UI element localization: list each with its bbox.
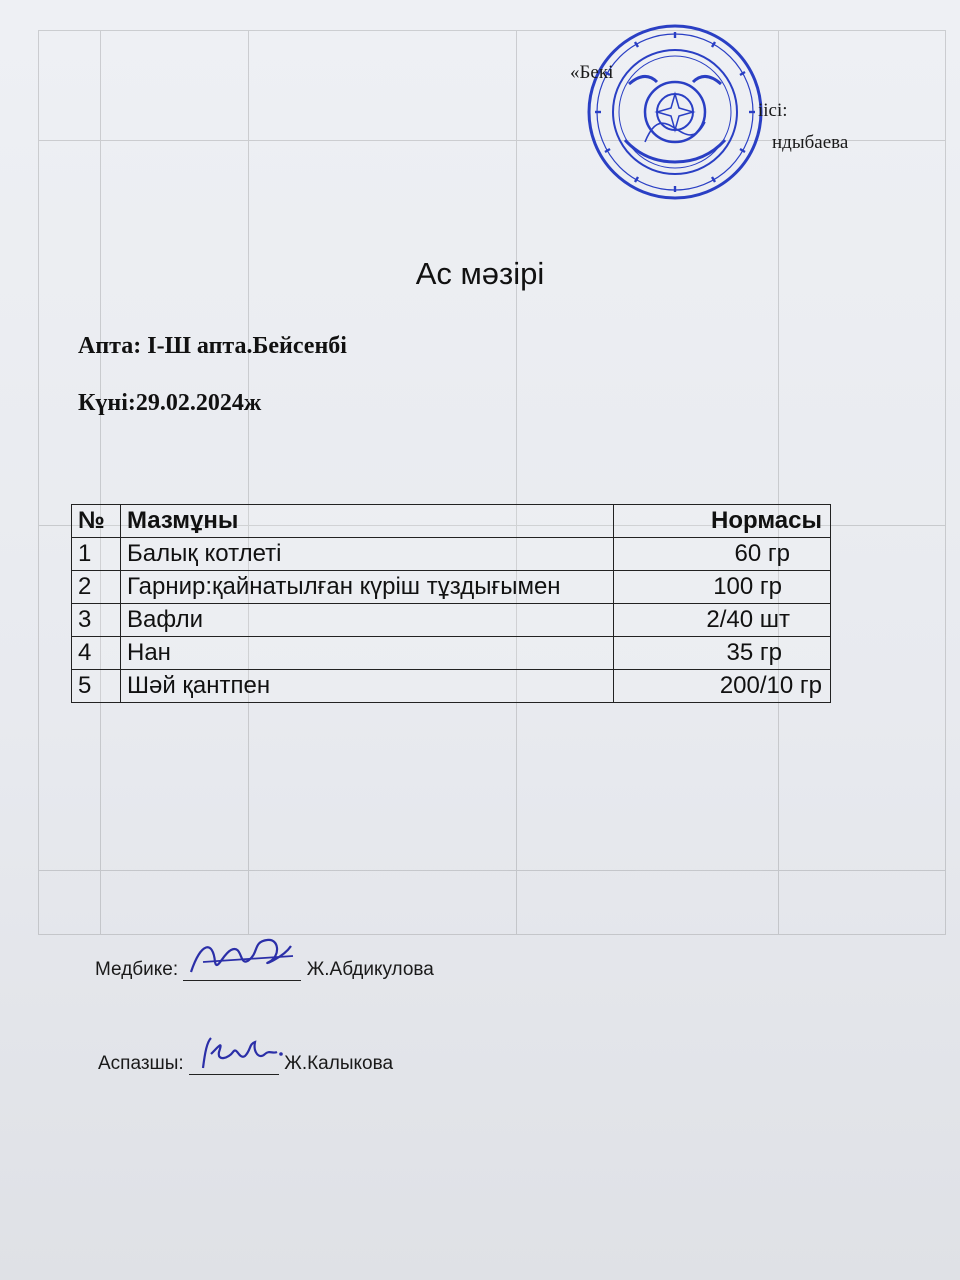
week-line: Апта: І-Ш апта.Бейсенбі [78,333,347,359]
header-num: № [72,505,121,538]
row-name: Нан [121,637,614,670]
nurse-label: Медбике: [95,959,179,980]
row-num: 1 [72,538,121,571]
row-num: 4 [72,637,121,670]
row-num: 3 [72,604,121,637]
approval-line-1: «Бекі [570,62,614,83]
cook-label: Аспазшы: [98,1053,184,1074]
bleed-through-table [38,30,946,935]
row-norm: 35 гр [614,637,831,670]
row-norm: 100 гр [614,571,831,604]
row-norm: 2/40 шт [614,604,831,637]
row-name: Балық котлеті [121,538,614,571]
approval-line-3: ндыбаева [772,132,849,153]
row-num: 5 [72,670,121,703]
table-row [72,571,831,604]
nurse-handwritten-signature [183,932,303,978]
table-row [72,538,831,571]
official-seal [585,22,765,202]
nurse-name: Ж.Абдикулова [306,959,434,980]
header-name: Мазмұны [121,505,614,538]
nurse-signature [183,958,301,981]
table-row [72,637,831,670]
cook-name: Ж.Калыкова [284,1053,394,1074]
date-line: Күні:29.02.2024ж [78,390,262,416]
row-name: Шәй қантпен [121,670,614,703]
row-norm: 60 гр [614,538,831,571]
row-name: Гарнир:қайнатылған күріш тұздығымен [121,571,614,604]
row-num: 2 [72,571,121,604]
cook-handwritten-signature [189,1032,289,1072]
header-norm: Нормасы [614,505,831,538]
cook-signature [189,1052,279,1075]
table-header-row [72,505,831,538]
table-row [72,604,831,637]
table-row [72,670,831,703]
row-norm: 200/10 гр [614,670,831,703]
approval-line-2: іісі: [758,100,788,121]
row-name: Вафли [121,604,614,637]
page-title: Ас мәзірі [415,256,545,291]
cook-signature-line [98,1052,393,1075]
menu-table [71,504,831,703]
nurse-signature-line [95,958,434,981]
